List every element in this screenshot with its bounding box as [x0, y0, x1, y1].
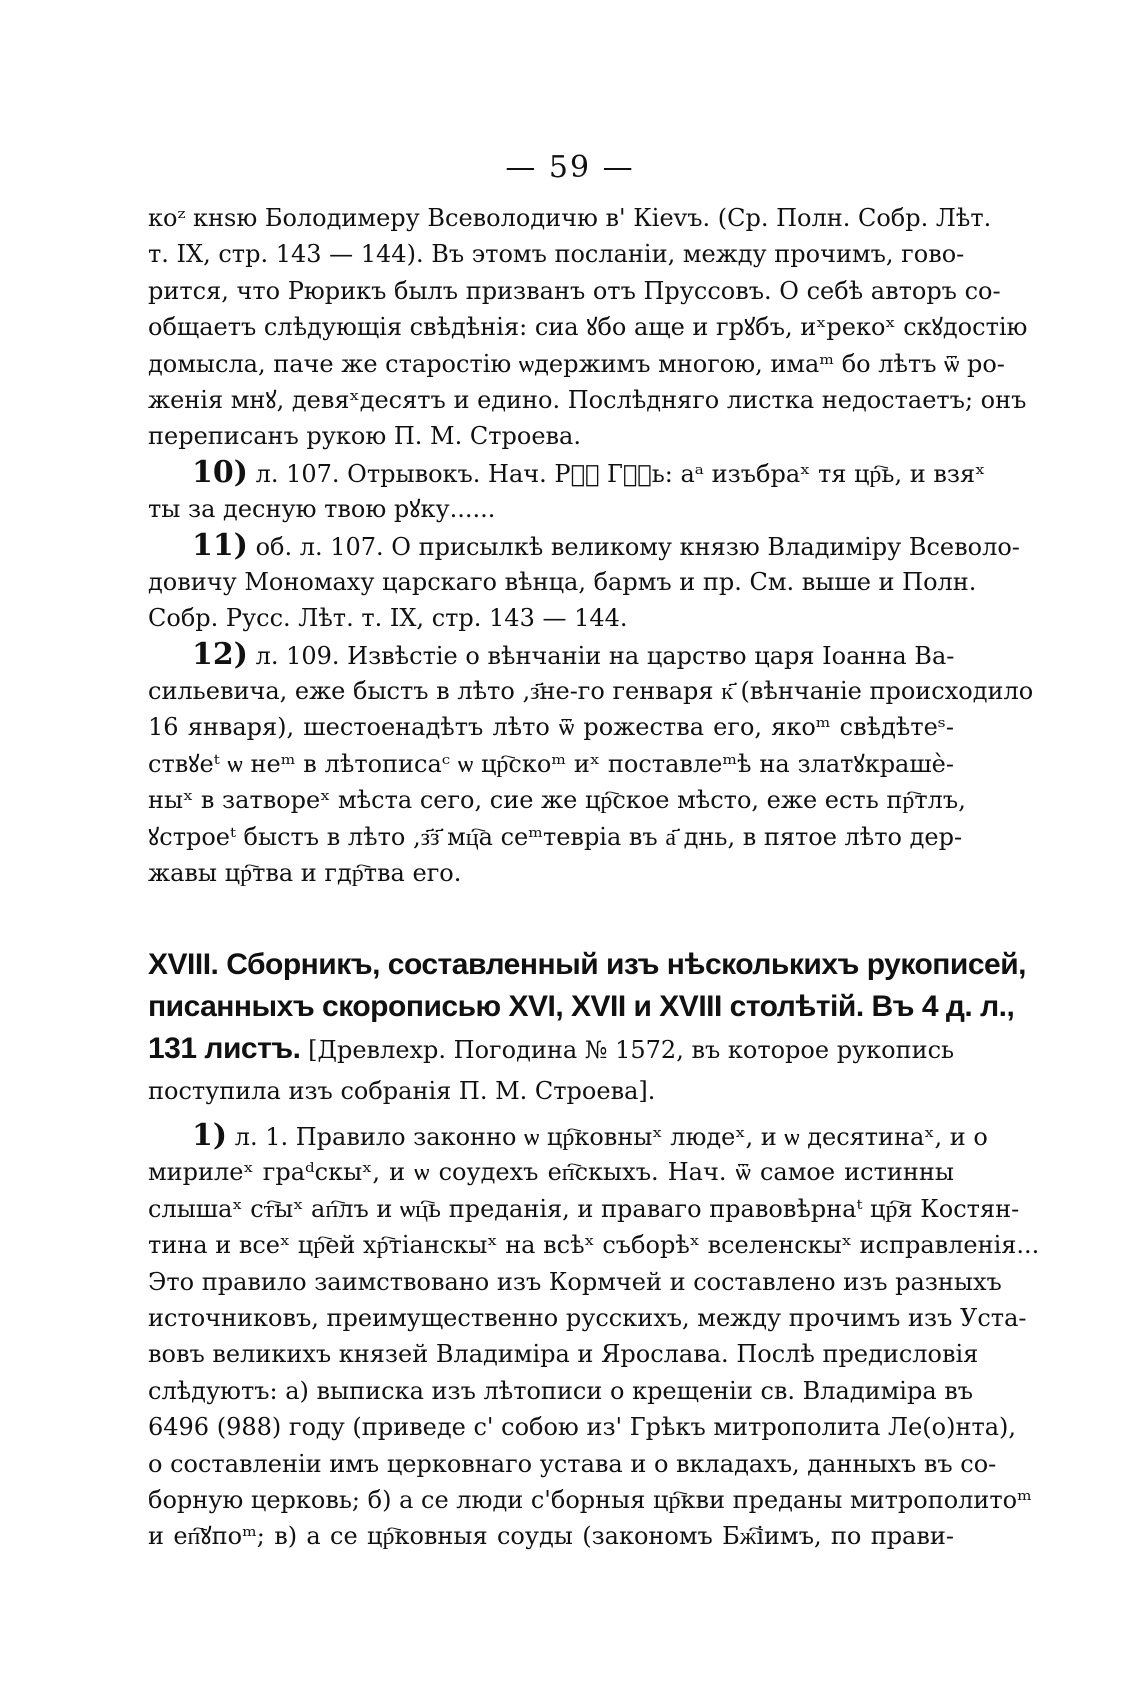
item-number: 12): [192, 636, 248, 672]
heading-source: [Древлехр. Погодина № 1572, въ которое рукопись: [300, 1036, 955, 1064]
item-10-line: [148, 454, 986, 491]
item-12-line: ствꙋеᵗ ѡ неᵐ в лѣтописаᶜ ѡ цр҇скоᵐ иˣ поставлеᵐѣ на златꙋкрашѐ-: [148, 749, 954, 778]
item-number: 10): [192, 454, 248, 490]
text-line: домысла, паче же старостію ѡдержимъ многою, имаᵐ бо лѣтъ ѿ ро-: [148, 349, 1005, 378]
heading-line: поступила изъ собранія П. М. Строева].: [148, 1077, 656, 1105]
text-line: т. IX, стр. 143 — 144). Въ этомъ посланіи, между прочимъ, гово-: [148, 240, 965, 269]
item-text: л. 107. Отрывокъ. Нач. Рⷱ҇ Гⷣ҇ь: аᵃ изъбраˣ тя цр҇ь, и взяˣ: [247, 459, 986, 488]
heading-line: XVIII. Сборникъ, составленный изъ нѣсколькихъ рукописей,: [148, 948, 1026, 981]
item-11-line: [148, 527, 1020, 564]
item-1-paragraph: [148, 1118, 1040, 1555]
item-1-line: слышаˣ ст҇ыˣ ап҇лъ и ѡц҇ь преданія, и праваго правовѣрнаᵗ цр҇я Костян-: [148, 1194, 1020, 1223]
continuation-paragraph: [148, 200, 1034, 891]
text-line: переписанъ рукою П. М. Строева.: [148, 422, 581, 451]
item-11-line: Собр. Русс. Лѣт. т. IX, стр. 143 — 144.: [148, 604, 628, 633]
item-text: об. л. 107. О присылкѣ великому князю Владиміру Всеволо-: [247, 532, 1020, 561]
text-line: рится, что Рюрикъ былъ призванъ отъ Пруссовъ. О себѣ авторъ со-: [148, 276, 1001, 305]
item-10-line: ты за десную твою рꙋку......: [148, 495, 496, 524]
heading-line: [148, 1028, 954, 1070]
item-1-line: 6496 (988) году (приведе с' собою из' Грѣкъ митрополита Ле(о)нта),: [148, 1413, 1017, 1442]
item-12-line: [148, 637, 954, 673]
item-11-line: довичу Мономаху царскаго вѣнца, бармъ и пр. См. выше и Полн.: [148, 567, 977, 596]
section-heading: [148, 944, 1026, 1112]
item-1-line: Это правило заимствовано изъ Кормчей и составлено изъ разныхъ: [148, 1267, 1002, 1296]
item-1-line: тина и всеˣ цр҇ей хр҇тіанскыˣ на всѣˣ съборѣˣ вселенскыˣ исправленія...: [148, 1231, 1040, 1260]
item-12-line: ныˣ в затвореˣ мѣста сего, сие же цр҇ское мѣсто, еже есть пр҇тлъ,: [148, 786, 966, 815]
item-1-line: и еп҇ꙋпоᵐ; в) а се цр҇ковныя соуды (закономъ Бж҇іимъ, по прави-: [148, 1522, 954, 1551]
heading-line: писанныхъ скорописью XVI, XVII и XVIII столѣтій. Въ 4 д. л.,: [148, 990, 1015, 1023]
item-1-line: мирилеˣ граᵈскыˣ, и ѡ соудехъ еп҇скыхъ. Нач. ѿ самое истинны: [148, 1158, 954, 1187]
item-text: л. 1. Правило законно ѡ цр҇ковныˣ людеˣ, и ѡ десятинаˣ, и о: [227, 1123, 988, 1151]
text-line: женія мнꙋ, девяˣдесятъ и едино. Послѣдняго листка недостаетъ; онъ: [148, 385, 1027, 414]
item-12-line: 16 января), шестоенадѣтъ лѣто ѿ рожества его, якоᵐ свѣдѣтеˢ-: [148, 713, 954, 742]
item-1-line: борную церковь; б) а се люди с'борныя цр҇кви преданы митрополитоᵐ: [148, 1485, 1032, 1514]
item-1-line: слѣдуютъ: а) выписка изъ лѣтописи о крещеніи св. Владиміра въ: [148, 1376, 974, 1405]
item-number: 11): [192, 527, 248, 563]
item-12-line: ꙋстроеᵗ быстъ в лѣто ‚з҃з҃ мц҇а сеᵐтевріа въ а҃ днь, в пятое лѣто дер-: [148, 822, 963, 851]
item-1-line: о составленіи имъ церковнаго устава и о вкладахъ, данныхъ въ со-: [148, 1449, 997, 1478]
text-line: коᶻ кнѕю Болодимеру Всеволодичю в' Кievъ. (Ср. Полн. Собр. Лѣт.: [148, 204, 992, 232]
heading-leaf-count: 131 листъ.: [148, 1032, 301, 1065]
item-number: 1): [192, 1118, 228, 1153]
text-line: общаетъ слѣдующія свѣдѣнія: сиа ꙋбо аще и грꙋбъ, иˣрекоˣ скꙋдостію: [148, 313, 1028, 342]
item-12-line: сильевича, еже быстъ в лѣто ‚з҃не-го генваря к҃ (вѣнчаніе происходило: [148, 677, 1034, 706]
item-1-line: источниковъ, преимущественно русскихъ, между прочимъ изъ Уста-: [148, 1303, 1027, 1332]
item-12-line: жавы цр҇тва и гдр҇тва его.: [148, 859, 462, 888]
item-text: л. 109. Извѣстіе о вѣнчаніи на царство царя Іоанна Ва-: [247, 641, 955, 670]
page-number: — 59 —: [505, 150, 635, 185]
item-1-line: вовъ великихъ князей Владиміра и Ярослава. Послѣ предисловія: [148, 1340, 979, 1369]
item-1-line: [148, 1118, 988, 1154]
